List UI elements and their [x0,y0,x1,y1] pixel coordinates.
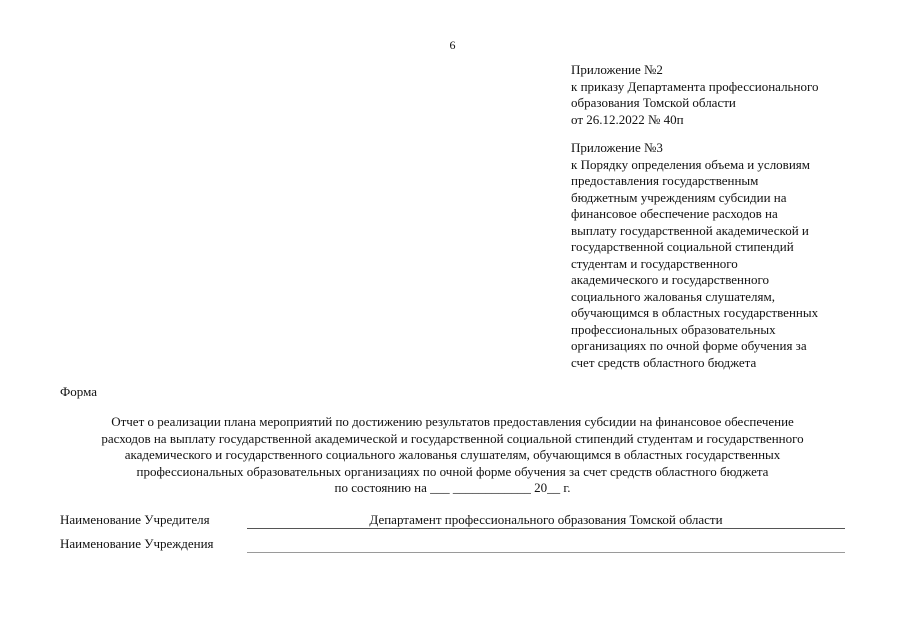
appendix-procedure-line: выплату государственной академической и [571,222,809,238]
form-label: Форма [60,384,97,399]
institution-row [60,534,850,554]
appendix-procedure-line: государственной социальной стипендий [571,239,794,254]
appendix-procedure-line: финансовое обеспечение расходов на [571,206,778,221]
founder-label: Наименование Учредителя [60,512,210,527]
report-title-line: академического и государственного социального жалованья слушателям, обучающимся в областных государственных [124,447,781,462]
report-title [50,414,855,497]
appendix-procedure-line: организациях по очной форме обучения за [571,338,807,353]
report-title-line: Отчет о реализации плана мероприятий по достижению результатов предоставления субсидии на финансовое обеспечение [111,414,794,429]
appendix-procedure-line: бюджетным учреждениям субсидии на [571,189,787,205]
appendix-procedure-line: предоставления государственным [571,173,759,188]
appendix-procedure-line: студентам и государственного [571,255,738,271]
institution-field[interactable] [247,536,845,553]
founder-field[interactable]: Департамент профессионального образования Томской области [247,512,845,529]
appendix-procedure-header [571,140,871,371]
page-number: 6 [449,38,456,52]
appendix-order-line: Приложение №2 [571,62,663,77]
institution-label: Наименование Учреждения [60,536,214,551]
appendix-order-line: от 26.12.2022 № 40п [571,111,684,127]
report-title-line: профессиональных образовательных организациях по очной форме обучения за счет средств областного бюджета [136,463,769,479]
appendix-order-line: к приказу Департамента профессионального [571,78,819,94]
report-date-line: по состоянию на ___ ____________ 20__ г. [334,480,571,495]
founder-row [60,510,850,530]
appendix-procedure-line: академического и государственного [571,272,769,287]
appendix-procedure-line: профессиональных образовательных [571,321,776,337]
appendix-order-line: образования Томской области [571,95,736,110]
report-title-line: расходов на выплату государственной академической и государственной социальной стипендий студентам и государственного [101,430,804,446]
appendix-procedure-line: обучающимся в областных государственных [571,305,819,320]
appendix-procedure-line: социального жалованья слушателям, [571,288,776,304]
appendix-order-header [571,62,871,128]
appendix-procedure-line: Приложение №3 [571,140,663,155]
appendix-procedure-line: к Порядку определения объема и условиям [571,156,810,172]
appendix-procedure-line: счет средств областного бюджета [571,354,757,370]
